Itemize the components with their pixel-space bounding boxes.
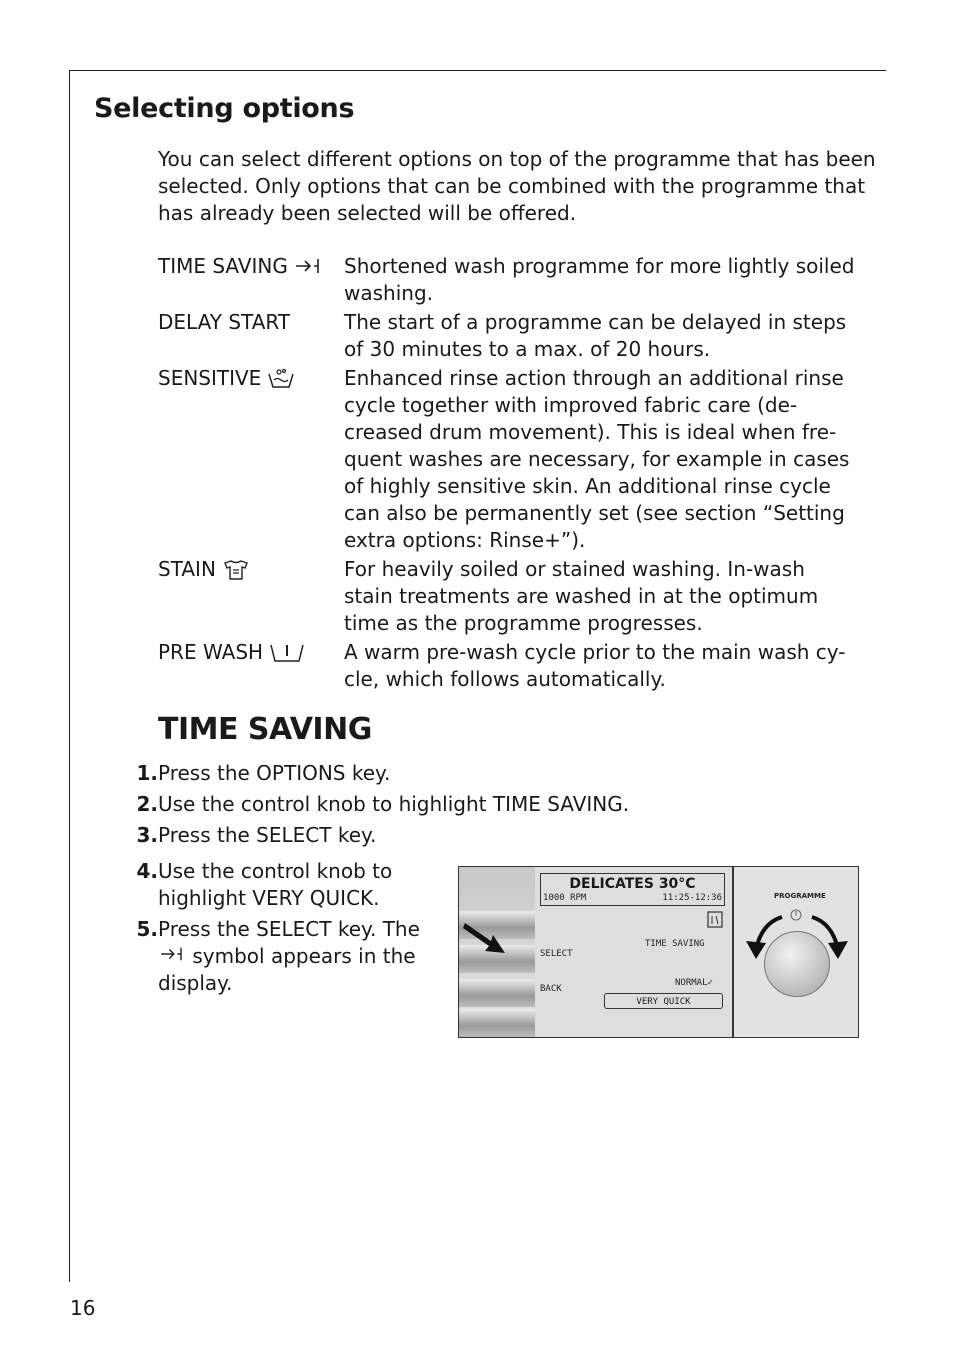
step-number: 2. <box>136 792 158 816</box>
step-text <box>158 916 420 997</box>
section-heading: TIME SAVING <box>158 712 372 747</box>
panel-key <box>459 979 535 1007</box>
time-saving-icon <box>158 945 186 963</box>
step-item <box>130 916 420 997</box>
key-column <box>459 867 536 1037</box>
step-item <box>130 858 420 912</box>
step-number: 5. <box>136 917 158 941</box>
sensitive-icon <box>267 368 295 390</box>
programme-title: DELICATES 30°C <box>569 876 696 892</box>
steps-list <box>130 760 629 853</box>
lcd-title-box <box>540 873 725 906</box>
rpm-readout: 1000 RPM <box>543 893 587 903</box>
page-number: 16 <box>70 1296 96 1320</box>
option-sensitive <box>158 365 858 554</box>
time-saving-icon <box>294 256 322 276</box>
step-item <box>130 760 629 787</box>
intro-paragraph: You can select different options on top of the programme that has been selected. Only options that can be combined with the programme that has already been selected will be offered. <box>158 147 876 225</box>
option-stain <box>158 556 858 637</box>
step-item <box>130 822 629 849</box>
knob-area <box>734 867 858 1037</box>
arrow-icon <box>463 919 507 959</box>
option-name: TIME SAVING <box>158 254 288 278</box>
select-label: SELECT <box>540 949 573 959</box>
very-quick-selection: VERY QUICK <box>604 993 723 1009</box>
option-desc: For heavily soiled or stained washing. In-wash stain treatments are washed in at the optimum time as the programme progresses. <box>344 557 819 635</box>
pre-wash-icon <box>269 642 305 664</box>
option-name: PRE WASH <box>158 640 264 664</box>
lcd-display <box>535 867 734 1037</box>
step-number: 3. <box>136 823 158 847</box>
option-desc: Shortened wash programme for more lightly soiled washing. <box>344 254 855 305</box>
option-desc: The start of a programme can be delayed in steps of 30 minutes to a max. of 20 hours. <box>344 310 847 361</box>
time-readout: 11:25-12:36 <box>662 893 722 903</box>
control-knob <box>764 931 830 997</box>
step-item <box>130 791 629 818</box>
control-panel-illustration <box>458 866 859 1038</box>
step-number: 4. <box>136 859 158 883</box>
option-label: TIME SAVING <box>645 939 705 949</box>
option-desc: Enhanced rinse action through an additional rinse cycle together with improved fabric care (de-creased drum movement). This is ideal when fre-quent washes are necessary, for example in cases of highly sensitive skin. An additional rinse cycle can also be permanently set (see section “Setting extra options: Rinse+”). <box>344 366 850 552</box>
step-text: Press the SELECT key. <box>158 823 377 847</box>
option-desc: A warm pre-wash cycle prior to the main wash cy-cle, which follows automatically. <box>344 640 846 691</box>
step-text: Press the OPTIONS key. <box>158 761 391 785</box>
back-label: BACK <box>540 984 562 994</box>
option-delay-start <box>158 309 858 363</box>
step-text-after: symbol appears in the display. <box>158 944 416 995</box>
step-text: Use the control knob to highlight TIME SAVING. <box>158 792 630 816</box>
option-name: SENSITIVE <box>158 366 262 390</box>
stain-icon <box>222 559 250 581</box>
steps-list-2 <box>130 858 420 1001</box>
option-name: STAIN <box>158 557 216 581</box>
page-heading: Selecting options <box>94 93 355 124</box>
programme-label: PROGRAMME <box>774 892 826 900</box>
step-number: 1. <box>136 761 158 785</box>
panel-key <box>459 1009 535 1037</box>
document-icon <box>707 911 725 929</box>
option-time-saving <box>158 253 858 307</box>
side-rule <box>69 70 70 1282</box>
option-name: DELAY START <box>158 310 291 334</box>
options-list <box>158 253 858 695</box>
step-text-before: Press the SELECT key. The <box>158 917 420 941</box>
normal-label: NORMAL✓ <box>675 978 713 988</box>
top-rule <box>69 70 886 71</box>
option-pre-wash <box>158 639 858 693</box>
step-text: Use the control knob to highlight VERY QUICK. <box>158 859 393 910</box>
